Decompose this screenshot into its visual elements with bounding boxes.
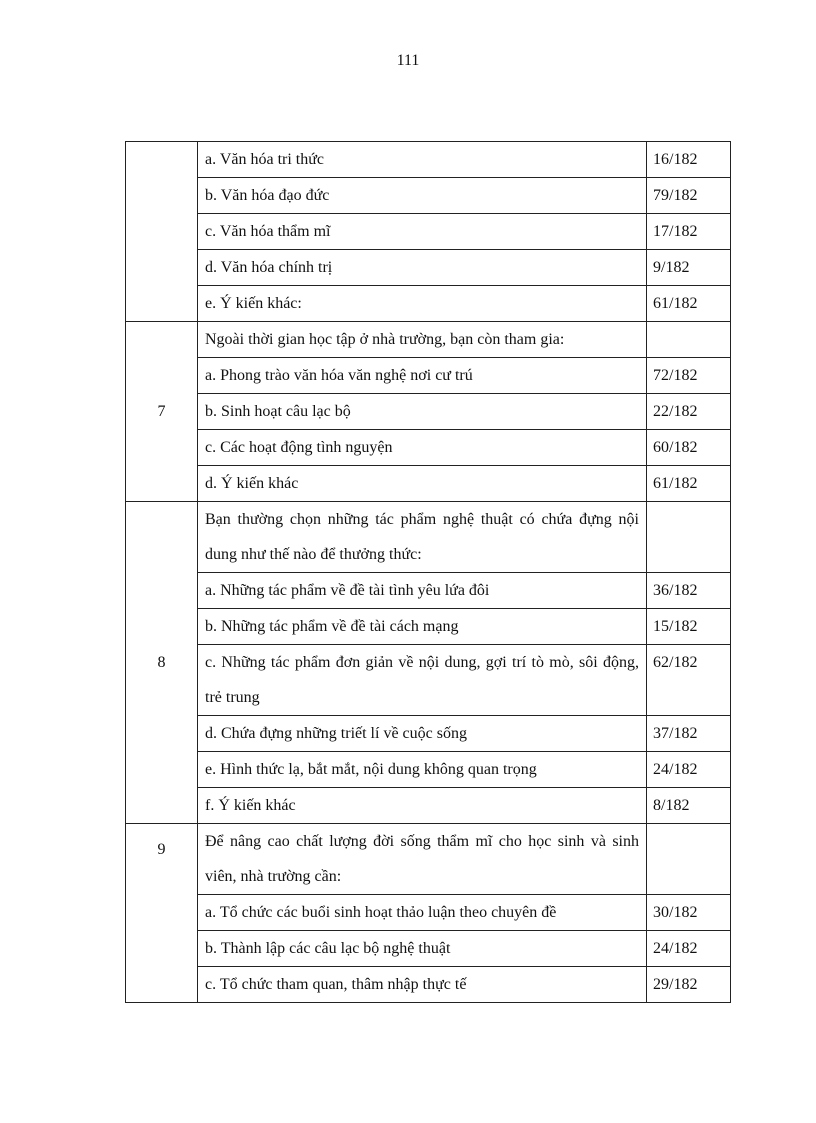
table-row <box>126 824 731 895</box>
question-number: 7 <box>126 322 198 502</box>
option-text: e. Ý kiến khác: <box>198 286 647 322</box>
option-text: a. Phong trào văn hóa văn nghệ nơi cư trú <box>198 358 647 394</box>
option-text: c. Tổ chức tham quan, thâm nhập thực tế <box>198 967 647 1003</box>
question-text: Bạn thường chọn những tác phẩm nghệ thuật có chứa đựng nội dung như thế nào để thưởng thức: <box>198 502 647 573</box>
question-number: 9 <box>126 824 198 1003</box>
option-text: f. Ý kiến khác <box>198 788 647 824</box>
table-row <box>126 967 731 1003</box>
table-row <box>126 142 731 178</box>
table-row <box>126 466 731 502</box>
option-text: c. Các hoạt động tình nguyện <box>198 430 647 466</box>
empty-count-cell <box>647 502 731 573</box>
option-count: 62/182 <box>647 645 731 716</box>
table-row <box>126 716 731 752</box>
option-count: 36/182 <box>647 573 731 609</box>
option-count: 8/182 <box>647 788 731 824</box>
option-count: 61/182 <box>647 286 731 322</box>
table-row <box>126 895 731 931</box>
option-text: d. Ý kiến khác <box>198 466 647 502</box>
option-text: b. Sinh hoạt câu lạc bộ <box>198 394 647 430</box>
survey-table <box>125 141 731 1003</box>
empty-count-cell <box>647 322 731 358</box>
table-row <box>126 286 731 322</box>
table-row <box>126 358 731 394</box>
option-count: 30/182 <box>647 895 731 931</box>
option-count: 15/182 <box>647 609 731 645</box>
question-number: 8 <box>126 502 198 824</box>
table-row <box>126 214 731 250</box>
option-count: 24/182 <box>647 931 731 967</box>
table-row <box>126 931 731 967</box>
option-text: a. Văn hóa tri thức <box>198 142 647 178</box>
table-row <box>126 502 731 573</box>
table-row <box>126 394 731 430</box>
option-count: 72/182 <box>647 358 731 394</box>
table-row <box>126 788 731 824</box>
question-text: Để nâng cao chất lượng đời sống thẩm mĩ cho học sinh và sinh viên, nhà trường cần: <box>198 824 647 895</box>
option-count: 79/182 <box>647 178 731 214</box>
option-text: d. Chứa đựng những triết lí về cuộc sống <box>198 716 647 752</box>
table-row <box>126 430 731 466</box>
option-count: 9/182 <box>647 250 731 286</box>
page-number: 111 <box>396 52 420 69</box>
option-text: b. Những tác phẩm về đề tài cách mạng <box>198 609 647 645</box>
table-row <box>126 573 731 609</box>
option-count: 22/182 <box>647 394 731 430</box>
question-text: Ngoài thời gian học tập ở nhà trường, bạn còn tham gia: <box>198 322 647 358</box>
option-text: e. Hình thức lạ, bắt mắt, nội dung không quan trọng <box>198 752 647 788</box>
table-row <box>126 645 731 716</box>
question-number-cell <box>126 142 198 322</box>
option-count: 16/182 <box>647 142 731 178</box>
option-text: d. Văn hóa chính trị <box>198 250 647 286</box>
option-text: c. Những tác phẩm đơn giản về nội dung, gợi trí tò mò, sôi động, trẻ trung <box>198 645 647 716</box>
option-count: 60/182 <box>647 430 731 466</box>
table-row <box>126 322 731 358</box>
table-row <box>126 609 731 645</box>
option-text: b. Văn hóa đạo đức <box>198 178 647 214</box>
option-count: 24/182 <box>647 752 731 788</box>
table-row <box>126 250 731 286</box>
option-count: 37/182 <box>647 716 731 752</box>
option-text: a. Tổ chức các buổi sinh hoạt thảo luận theo chuyên đề <box>198 895 647 931</box>
option-text: c. Văn hóa thẩm mĩ <box>198 214 647 250</box>
table-row <box>126 752 731 788</box>
empty-count-cell <box>647 824 731 895</box>
option-text: a. Những tác phẩm về đề tài tình yêu lứa đôi <box>198 573 647 609</box>
option-count: 29/182 <box>647 967 731 1003</box>
option-text: b. Thành lập các câu lạc bộ nghệ thuật <box>198 931 647 967</box>
option-count: 61/182 <box>647 466 731 502</box>
option-count: 17/182 <box>647 214 731 250</box>
table-row <box>126 178 731 214</box>
